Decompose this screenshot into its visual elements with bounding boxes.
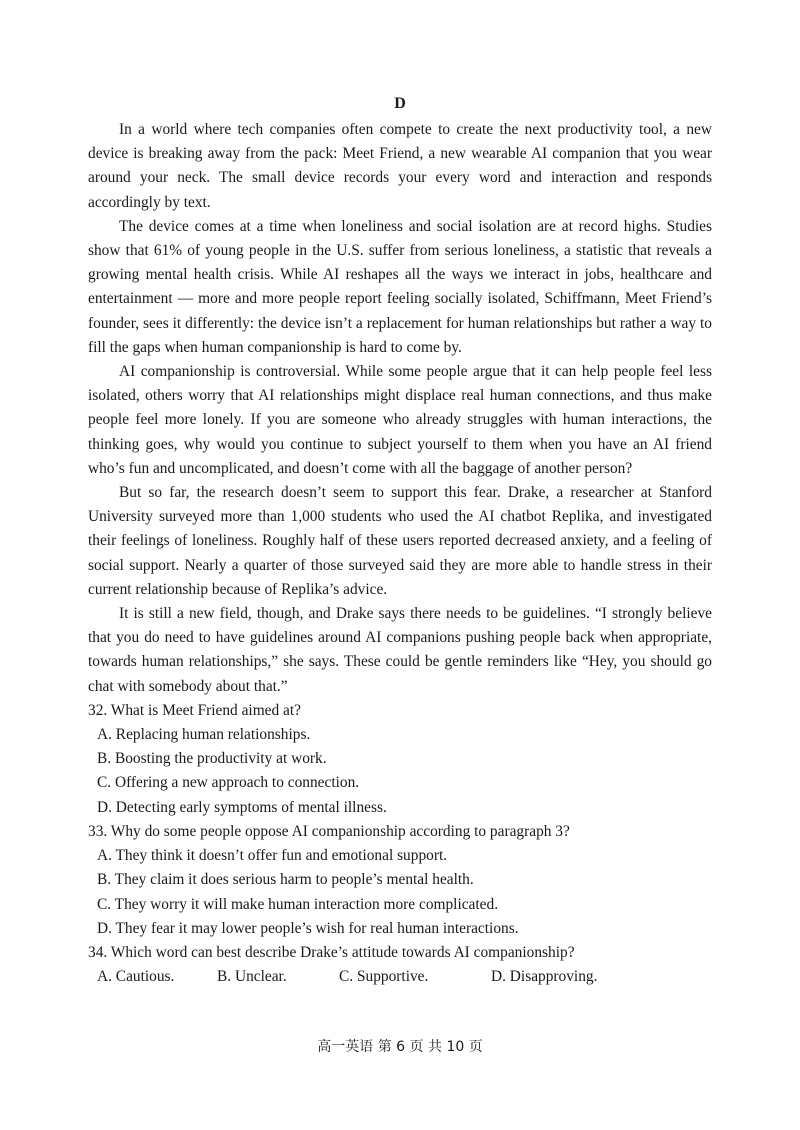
- page-footer: 高一英语 第 6 页 共 10 页: [317, 1039, 483, 1055]
- option-c: C. They worry it will make human interaction more complicated.: [97, 895, 499, 913]
- document-page: [88, 92, 712, 989]
- passage-paragraph-4: But so far, the research doesn’t seem to support this fear. Drake, a researcher at Stanford University surveyed more than 1,000 students who used the AI chatbot Replika, and investigated their feelings of loneliness. Roughly half of these users reported decreased anxiety, and a feeling of social support. Nearly a quarter of those surveyed said they are more able to handle stress in their current relationship because of Replika’s advice.: [88, 484, 712, 598]
- option-a: A. Replacing human relationships.: [97, 726, 311, 744]
- option-d: D. Detecting early symptoms of mental illness.: [97, 798, 387, 816]
- question-33: [88, 820, 712, 941]
- option-a: A. They think it doesn’t offer fun and emotional support.: [97, 847, 448, 865]
- option-b: B. Boosting the productivity at work.: [97, 750, 327, 768]
- question-32: [88, 699, 712, 820]
- passage-paragraph-3: AI companionship is controversial. While some people argue that it can help people feel less isolated, others worry that AI relationships might displace real human connections, and thus make people feel more lonely. If you are someone who already struggles with human interactions, the thinking goes, why would you continue to subject yourself to them when you have an AI friend who’s fun and uncomplicated, and doesn’t come with all the baggage of another person?: [88, 363, 712, 477]
- option-c: C. Offering a new approach to connection.: [97, 774, 360, 792]
- question-stem: 34. Which word can best describe Drake’s attitude towards AI companionship?: [88, 943, 575, 961]
- question-stem: 33. Why do some people oppose AI companionship according to paragraph 3?: [88, 822, 570, 840]
- option-d: D. Disapproving.: [491, 968, 598, 986]
- option-b: B. They claim it does serious harm to people’s mental health.: [97, 871, 474, 889]
- options-row: [97, 965, 712, 989]
- section-title: D: [394, 95, 406, 112]
- option-c: C. Supportive.: [339, 968, 429, 986]
- question-34: [88, 941, 712, 989]
- passage-paragraph-2: The device comes at a time when loneliness and social isolation are at record highs. Studies show that 61% of young people in the U.S. suffer from serious loneliness, a statistic that reveals a growing mental health crisis. While AI reshapes all the ways we interact in jobs, healthcare and entertainment — more and more people report feeling socially isolated, Schiffmann, Meet Friend’s founder, sees it differently: the device isn’t a replacement for human relationships but rather a way to fill the gaps when human companionship is hard to come by.: [88, 217, 712, 356]
- passage-paragraph-5: It is still a new field, though, and Drake says there needs to be guidelines. “I strongly believe that you do need to have guidelines around AI companions pushing people back when appropriate, towards human relationships,” she says. These could be gentle reminders like “Hey, you should go chat with somebody about that.”: [88, 605, 712, 695]
- question-stem: 32. What is Meet Friend aimed at?: [88, 701, 301, 719]
- option-d: D. They fear it may lower people’s wish for real human interactions.: [97, 919, 519, 937]
- passage-paragraph-1: In a world where tech companies often compete to create the next productivity tool, a new device is breaking away from the pack: Meet Friend, a new wearable AI companion that you wear around your neck. The small device records your every word and interaction and responds accordingly by text.: [88, 121, 712, 211]
- option-a: A. Cautious.: [97, 968, 175, 986]
- option-b: B. Unclear.: [217, 968, 287, 986]
- reading-passage: [88, 118, 712, 699]
